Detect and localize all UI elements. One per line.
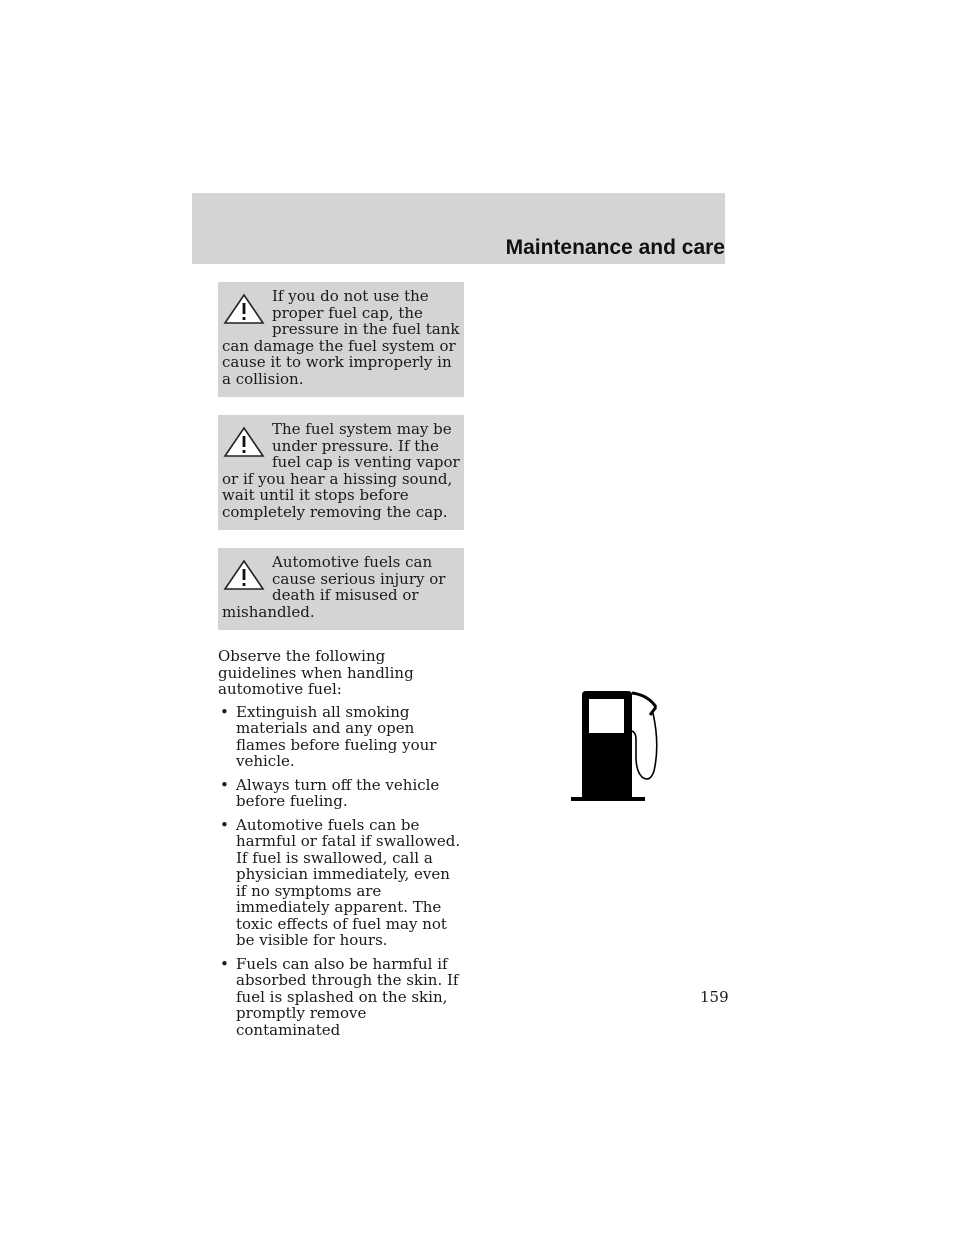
warning-text: The fuel system may be under pressure. If the fuel cap is venting vapor or if you hear a hissing sound, wait until it stops before completely removing the cap.	[222, 420, 460, 521]
list-item	[218, 704, 464, 770]
warning-box	[218, 282, 464, 397]
warning-box	[218, 415, 464, 530]
list-item	[218, 956, 464, 1039]
list-item-text: Automotive fuels can be harmful or fatal if swallowed. If fuel is swallowed, call a physician immediately, even if no symptoms are immediately apparent. The toxic effects of fuel may not be visible for hours.	[236, 815, 461, 949]
section-title: Maintenance and care	[505, 236, 725, 259]
warning-text: Automotive fuels can cause serious injury or death if misused or mishandled.	[222, 553, 446, 621]
list-item-text: Always turn off the vehicle before fueling.	[236, 775, 440, 810]
main-column	[218, 282, 464, 1045]
bullet: •	[220, 954, 229, 973]
page-number: 159	[700, 988, 729, 1006]
warning-triangle-icon	[222, 292, 266, 326]
warning-triangle-icon	[222, 558, 266, 592]
warning-box	[218, 548, 464, 630]
warning-triangle-icon	[222, 425, 266, 459]
bullet: •	[220, 815, 229, 834]
list-item	[218, 777, 464, 810]
list-item-text: Extinguish all smoking materials and any open flames before fueling your vehicle.	[236, 702, 437, 770]
bullet: •	[220, 775, 229, 794]
section-header	[192, 193, 725, 264]
intro-paragraph: Observe the following guidelines when handling automotive fuel:	[218, 647, 414, 698]
bullet: •	[220, 702, 229, 721]
fuel-pump-icon	[568, 685, 664, 805]
guidelines-list	[218, 704, 464, 1039]
list-item	[218, 817, 464, 949]
warning-text: If you do not use the proper fuel cap, the pressure in the fuel tank can damage the fuel system or cause it to work improperly in a collision.	[222, 287, 460, 388]
list-item-text: Fuels can also be harmful if absorbed through the skin. If fuel is splashed on the skin, promptly remove contaminated	[236, 954, 459, 1039]
